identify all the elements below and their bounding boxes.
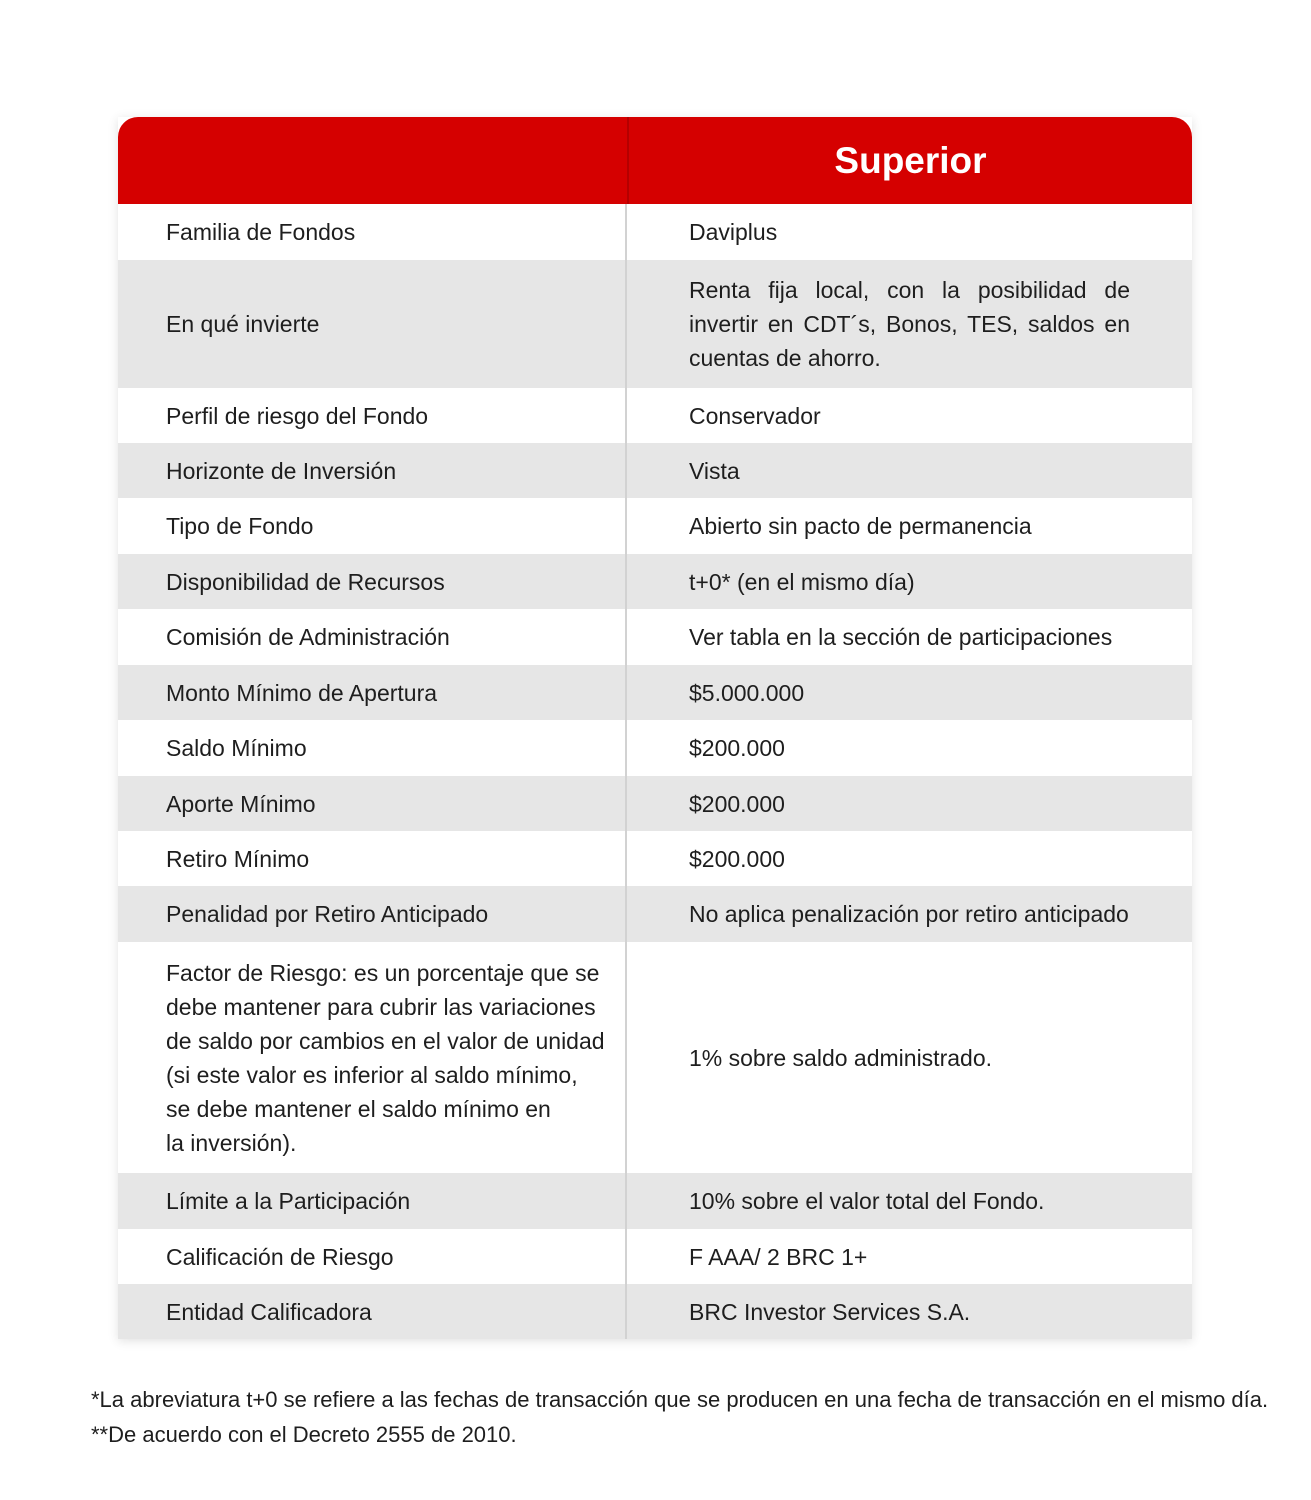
table-row <box>118 886 1192 942</box>
footnotes <box>91 1382 1268 1452</box>
row-label: Entidad Calificadora <box>118 1284 627 1339</box>
row-label: Familia de Fondos <box>118 204 627 260</box>
row-value: $5.000.000 <box>689 679 805 706</box>
row-label: Perfil de riesgo del Fondo <box>118 388 627 443</box>
table-row <box>118 443 1192 498</box>
row-label: Retiro Mínimo <box>118 831 627 886</box>
row-value: Daviplus <box>689 219 778 245</box>
footnote-1: *La abreviatura t+0 se refiere a las fechas de transacción que se producen en una fecha de transacción en el mismo día. <box>91 1387 1269 1412</box>
row-label: Monto Mínimo de Apertura <box>118 665 627 720</box>
table-row <box>118 942 1192 1173</box>
fund-info-table <box>118 117 1192 1339</box>
row-label: Disponibilidad de Recursos <box>118 554 627 609</box>
row-value: 10% sobre el valor total del Fondo. <box>689 1188 1045 1214</box>
row-value: $200.000 <box>689 845 785 872</box>
row-value: $200.000 <box>689 790 785 817</box>
row-label: Horizonte de Inversión <box>118 443 627 498</box>
table-row <box>118 609 1192 665</box>
row-label: Límite a la Participación <box>118 1173 627 1229</box>
row-value: $200.000 <box>689 735 785 761</box>
row-value: Conservador <box>689 402 821 429</box>
row-value: Renta fija local, con la posibilidad de invertir en CDT´s, Bonos, TES, saldos en cuentas de ahorro. <box>689 277 1130 371</box>
row-value: Abierto sin pacto de permanencia <box>689 513 1032 539</box>
row-label: Factor de Riesgo: es un porcentaje que se debe mantener para cubrir las variaciones de saldo por cambios en el valor de unidad (si este valor es inferior al saldo mínimo, se debe mantener el saldo mínimo en la inversión). <box>118 942 627 1173</box>
row-value-cell <box>627 260 1192 388</box>
table-row <box>118 204 1192 260</box>
row-label: Calificación de Riesgo <box>118 1229 627 1284</box>
footnote-2: **De acuerdo con el Decreto 2555 de 2010. <box>91 1422 517 1447</box>
table-row <box>118 720 1192 776</box>
header-empty-cell <box>118 117 629 204</box>
row-value: t+0* (en el mismo día) <box>689 568 915 595</box>
row-label: Penalidad por Retiro Anticipado <box>118 886 627 942</box>
table-row <box>118 776 1192 831</box>
table-row <box>118 554 1192 609</box>
table-row <box>118 665 1192 720</box>
table-row <box>118 1284 1192 1339</box>
table-row <box>118 498 1192 554</box>
row-label: Aporte Mínimo <box>118 776 627 831</box>
row-label: Saldo Mínimo <box>118 720 627 776</box>
row-label: En qué invierte <box>118 260 627 388</box>
row-value: 1% sobre saldo administrado. <box>689 1044 992 1071</box>
table-row <box>118 1173 1192 1229</box>
header-title: Superior <box>834 139 987 181</box>
row-value: Vista <box>689 457 740 484</box>
row-value: No aplica penalización por retiro anticipado <box>689 901 1129 927</box>
table-row <box>118 1229 1192 1284</box>
table-row <box>118 388 1192 443</box>
row-value: F AAA/ 2 BRC 1+ <box>689 1243 868 1270</box>
row-label: Tipo de Fondo <box>118 498 627 554</box>
table-row <box>118 831 1192 886</box>
table-header <box>118 117 1192 204</box>
row-value: Ver tabla en la sección de participaciones <box>689 624 1113 650</box>
table-row <box>118 260 1192 388</box>
row-value: BRC Investor Services S.A. <box>689 1298 971 1325</box>
row-label: Comisión de Administración <box>118 609 627 665</box>
